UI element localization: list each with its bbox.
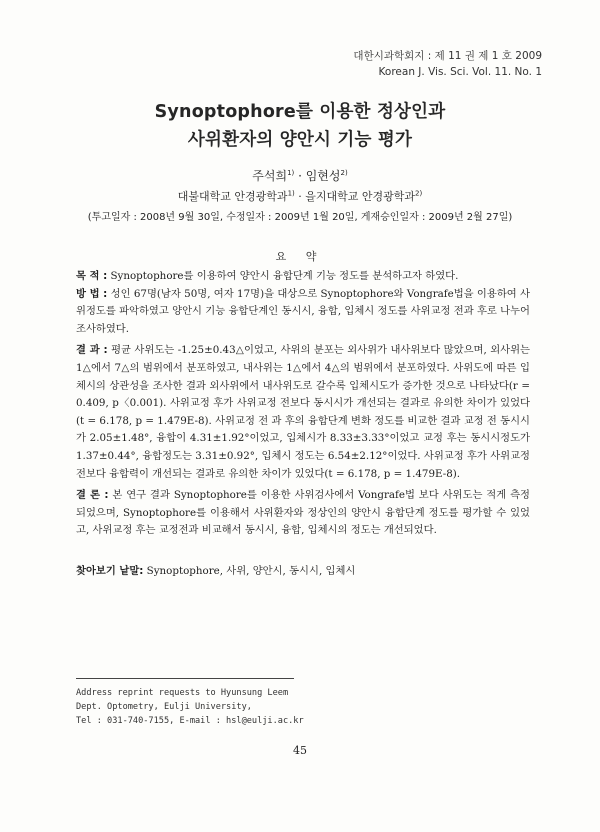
author-name: 주석희 [252,169,288,183]
author-affiliation-mark: 1) [287,169,295,177]
author-name: 임현성 [305,169,341,183]
conclusion-label: 결 론 : [76,489,109,502]
footnote-line: Dept. Optometry, Eulji University, [76,702,252,712]
author-affiliation-mark: 2) [340,169,348,177]
results-label: 결 과 : [76,344,108,357]
paper-title-line-2: 사위환자의 양안시 기능 평가 [187,130,413,150]
results-text: 평균 사위도는 -1.25±0.43△이었고, 사위의 분포는 외사위가 내사위보다 많았으며, 외사위는 1△에서 7△의 범위에서 분포하였고, 내사위는 1△에서 4△의 범위에서 분포하였다. 사위도에 따른 입체시의 상관성을 조사한 결과 외사위에서 내사위도로 갈수록 입체시도가 증가한 것으로 나타났다(r = 0.409, p〈0.001). 사위교정 후가 사위교정 전보다 동시시가 개선되는 결과로 유의한 차이가 있었다(t = 6.178, p = 1.479E-8). 사위교정 전 과 후의 융합단계 변화 정도를 비교한 결과 교정 전 동시시가 2.05±1.48°, 융합이 4.31±1.92°이었고, 입체시가 8.33±3.33°이었고 교정 후는 동시시정도가 1.37±0.44°, 융합정도는 3.31±0.92°, 입체시 정도는 6.54±2.12°이었다. 사위교정 후가 사위교정 전보다 융합력이 개선되는 결과로 유의한 차이가 있었다(t = 6.178, p = 1.479E-8). [76,344,530,480]
abstract-results [76,342,530,483]
page-number: 45 [293,744,307,757]
abstract-body [76,268,530,540]
journal-header [353,48,542,80]
affiliation-list [0,188,600,204]
submission-dates: (투고일자 : 2008년 9월 30일, 수정일자 : 2009년 1월 20일, 게재승인일자 : 2009년 2월 27일) [87,212,513,223]
footnote-line: Tel : 031-740-7155, E-mail : hsl@eulji.ac.kr [76,716,304,726]
keywords [76,562,530,577]
journal-citation-korean: 대한시과학회지 : 제 11 권 제 1 호 2009 [353,50,542,62]
affiliation: 대불대학교 안경광학과 [177,190,288,203]
paper-title-line-1: Synoptophore를 이용한 정상인과 [154,102,446,122]
affiliation-mark: 2) [415,189,423,198]
abstract-conclusion [76,487,530,540]
author-list [0,167,600,184]
keywords-label: 찾아보기 낱말: [76,565,144,577]
conclusion-text: 본 연구 결과 Synoptophore를 이용한 사위검사에서 Vongrafe법 보다 사위도는 적게 측정되었으며, Synoptophore를 이용해서 사위환자와 정상인의 양안시 융합단계 정도를 평가할 수 있었고, 사위교정 후는 교정전과 비교해서 동시시, 융합, 입체시의 정도는 개선되었다. [76,489,530,537]
journal-citation-english: Korean J. Vis. Sci. Vol. 11. No. 1 [378,66,542,78]
affiliation: 을지대학교 안경광학과 [305,190,416,203]
abstract-methods [76,286,530,339]
affiliation-separator: · [294,190,306,203]
purpose-label: 목 적 : [76,270,108,282]
purpose-text: Synoptophore를 이용하여 양안시 융합단계 기능 정도를 분석하고자 하였다. [107,270,459,282]
methods-text: 성인 67명(남자 50명, 여자 17명)을 대상으로 Synoptophore와 Vongrafe법을 이용하여 사위정도를 파악하였고 양안시 기능 융합단계인 동시시, 융합, 입체시 정도를 사위교정 전과 후로 나누어 조사하였다. [76,287,530,335]
keywords-text: Synoptophore, 사위, 양안시, 동시시, 입체시 [143,565,356,577]
affiliation-mark: 1) [287,189,295,198]
author-separator: · [294,169,306,183]
abstract-heading: 요 약 [275,250,325,263]
abstract-purpose [76,268,530,286]
footnote-divider [76,678,294,679]
footnote-line: Address reprint requests to Hyunsung Leem [76,688,289,698]
methods-label: 방 법 : [76,287,108,300]
correspondence-footnote [76,686,304,728]
